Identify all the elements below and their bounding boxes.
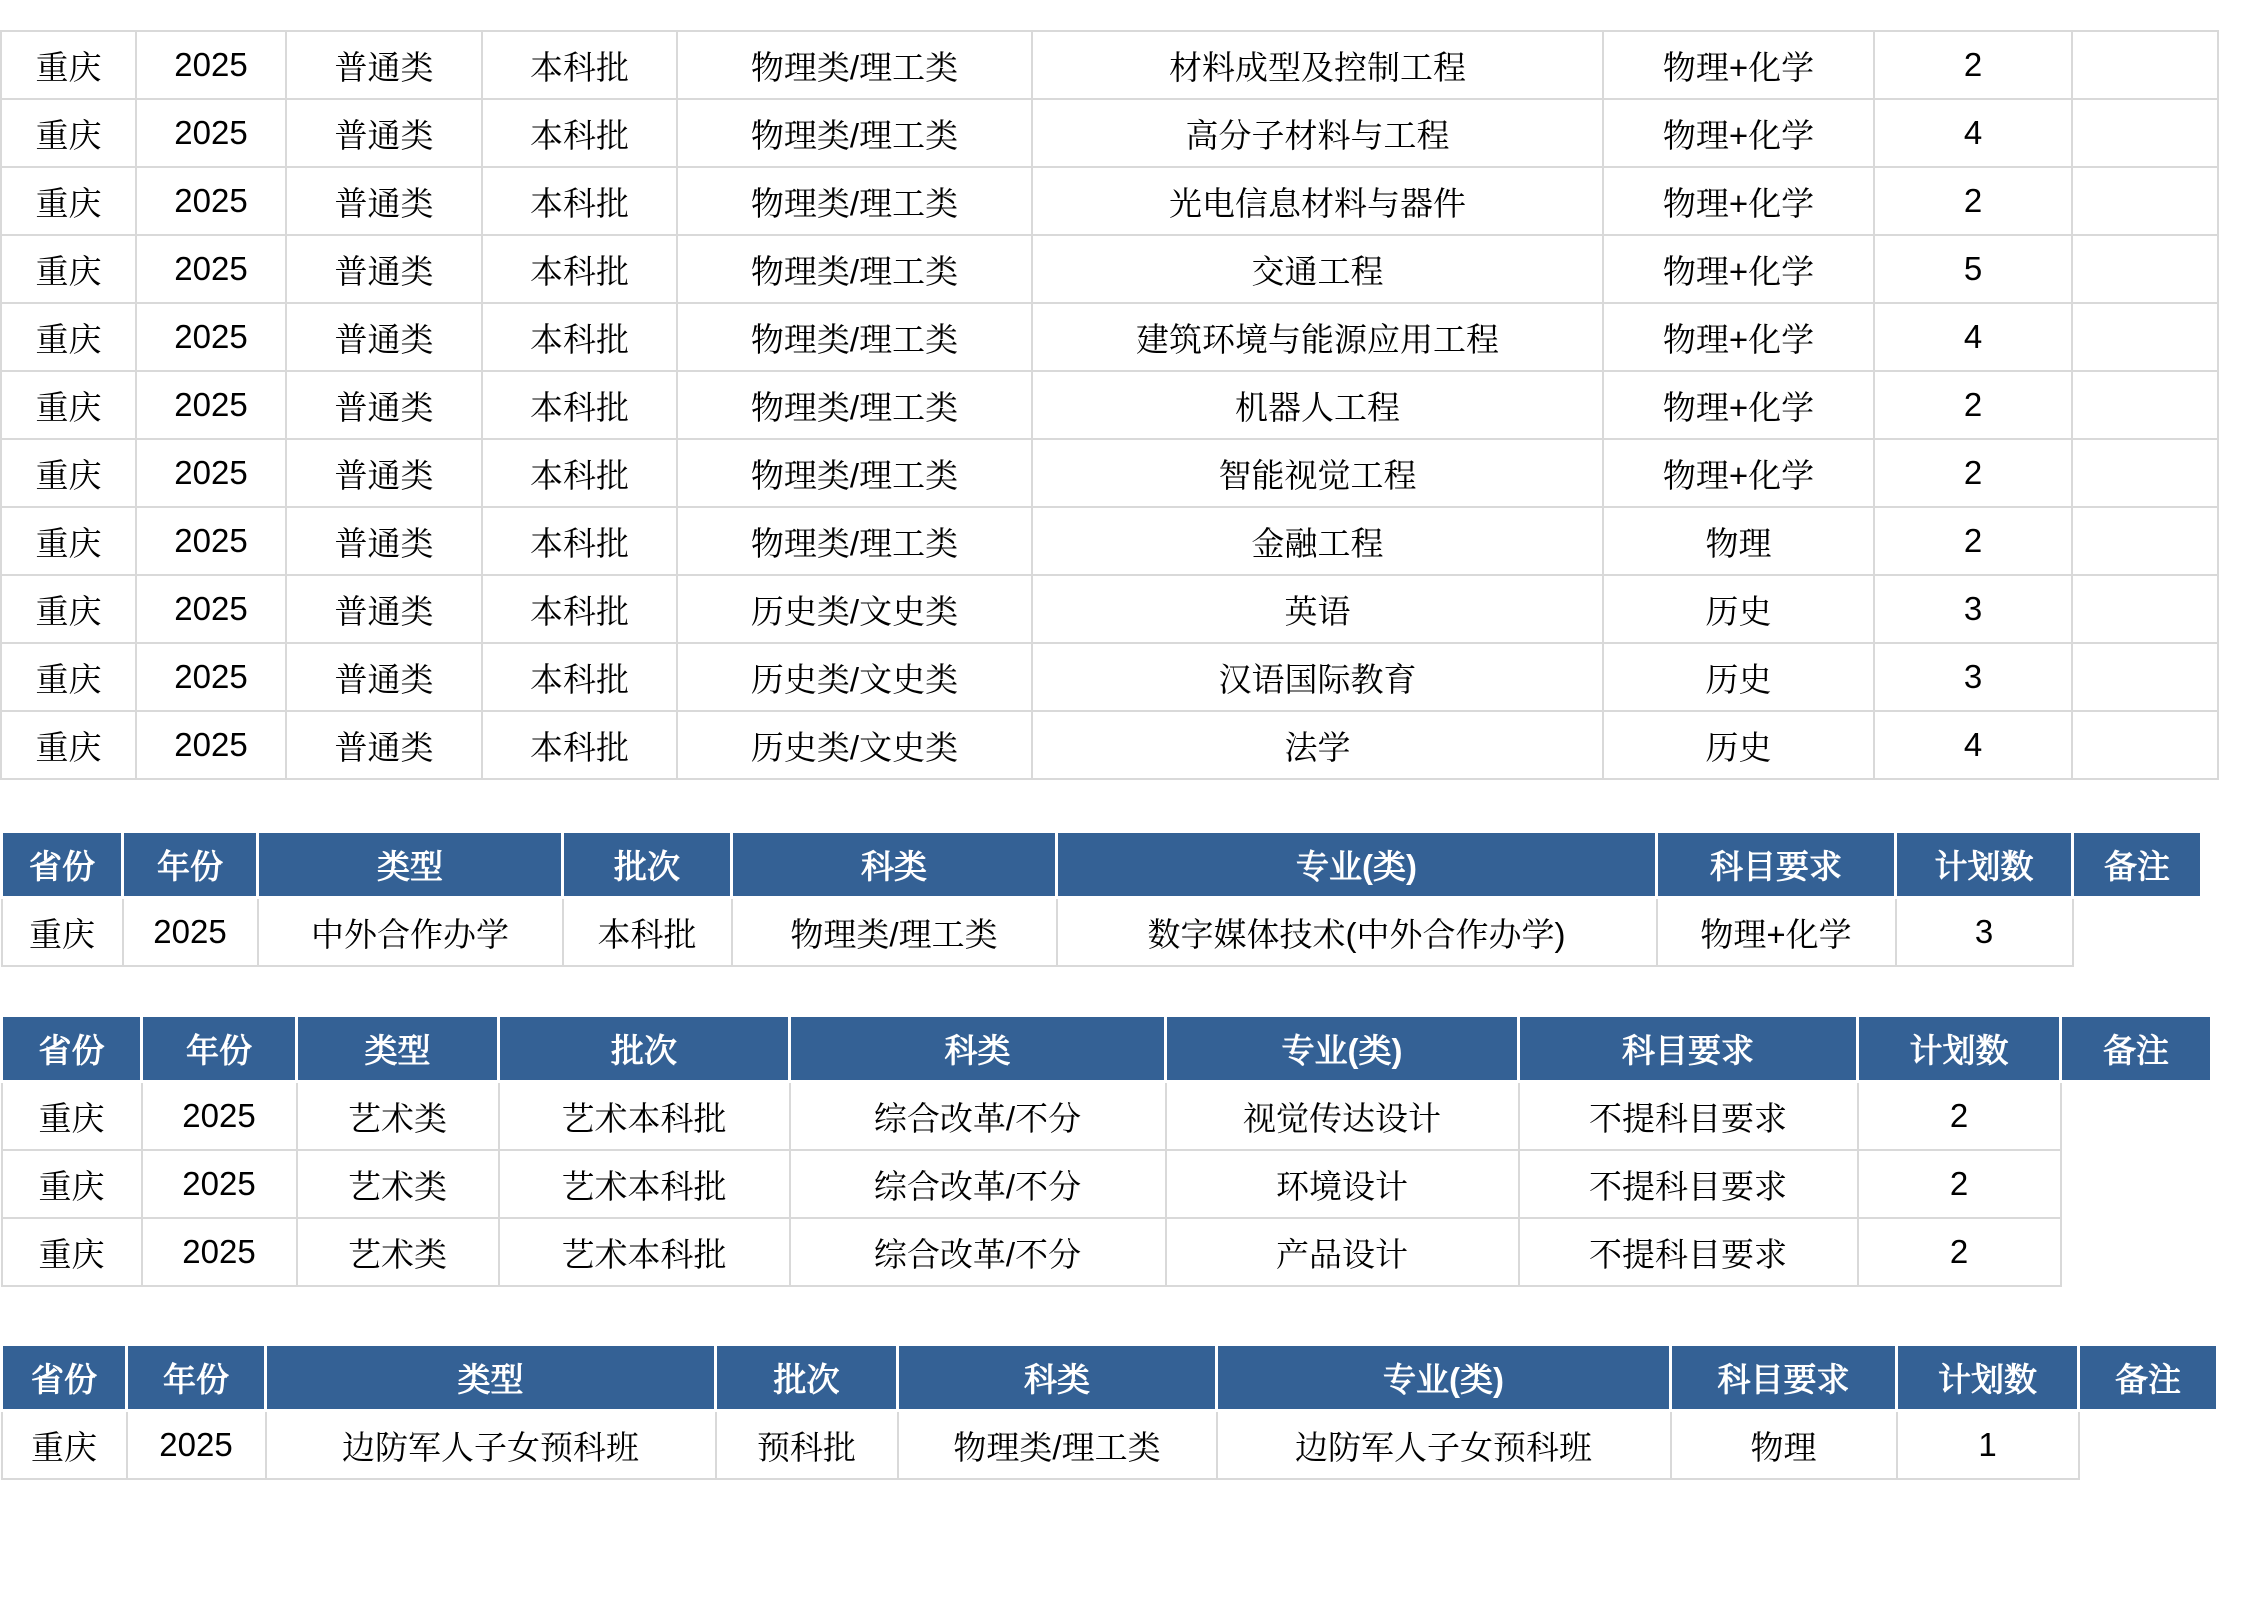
general-admission-table [0,30,2219,780]
cell-plan-count: 2 [1858,1082,2061,1151]
header-batch: 批次 [716,1345,898,1411]
cell-plan-count: 4 [1874,99,2072,167]
cell-remark [2072,31,2218,99]
cell-year: 2025 [142,1218,297,1286]
header-row [2,1016,2212,1082]
cell-type: 中外合作办学 [258,898,563,967]
header-subject-class: 科类 [732,832,1057,898]
cell-type: 边防军人子女预科班 [266,1411,716,1480]
header-batch: 批次 [563,832,732,898]
cell-type: 普通类 [286,31,482,99]
cell-remark [2072,439,2218,507]
cell-subject-class: 物理类/理工类 [677,99,1032,167]
cell-subject-requirement: 物理 [1671,1411,1897,1480]
cell-subject-class: 历史类/文史类 [677,643,1032,711]
cell-subject-class: 物理类/理工类 [732,898,1057,967]
header-province: 省份 [2,1345,127,1411]
cell-remark [2061,1218,2212,1286]
cell-subject-class: 物理类/理工类 [677,167,1032,235]
cell-province: 重庆 [1,439,136,507]
cell-subject-class: 物理类/理工类 [677,31,1032,99]
cell-type: 艺术类 [297,1082,499,1151]
header-major: 专业(类) [1057,832,1657,898]
cell-year: 2025 [136,439,286,507]
cell-year: 2025 [136,303,286,371]
cell-year: 2025 [136,31,286,99]
data-row [2,1411,2218,1480]
cell-subject-requirement: 物理+化学 [1603,439,1874,507]
cell-major: 光电信息材料与器件 [1032,167,1603,235]
cell-batch: 本科批 [482,507,677,575]
cell-remark [2072,643,2218,711]
cell-batch: 预科批 [716,1411,898,1480]
data-row [1,99,2218,167]
data-row [1,507,2218,575]
cell-major: 视觉传达设计 [1166,1082,1519,1151]
cell-batch: 本科批 [482,371,677,439]
cell-type: 普通类 [286,235,482,303]
cell-province: 重庆 [1,643,136,711]
cell-major: 智能视觉工程 [1032,439,1603,507]
cell-major: 高分子材料与工程 [1032,99,1603,167]
data-row [2,1218,2212,1286]
data-row [1,167,2218,235]
cell-subject-class: 物理类/理工类 [677,303,1032,371]
cell-subject-class: 物理类/理工类 [677,507,1032,575]
cell-major: 建筑环境与能源应用工程 [1032,303,1603,371]
cell-remark [2072,167,2218,235]
header-year: 年份 [142,1016,297,1082]
header-subject-class: 科类 [790,1016,1166,1082]
header-type: 类型 [266,1345,716,1411]
cell-remark [2072,507,2218,575]
cell-batch: 本科批 [482,439,677,507]
data-row [2,1082,2212,1151]
cell-plan-count: 3 [1896,898,2073,967]
cell-batch: 本科批 [482,711,677,779]
cell-plan-count: 2 [1874,439,2072,507]
cell-subject-requirement: 不提科目要求 [1519,1150,1858,1218]
header-major: 专业(类) [1166,1016,1519,1082]
cell-subject-class: 历史类/文史类 [677,711,1032,779]
cell-batch: 艺术本科批 [499,1150,790,1218]
cell-year: 2025 [136,643,286,711]
cell-province: 重庆 [2,898,123,967]
cell-plan-count: 3 [1874,643,2072,711]
cell-year: 2025 [136,371,286,439]
cell-type: 艺术类 [297,1150,499,1218]
page [0,30,2245,1617]
cell-major: 金融工程 [1032,507,1603,575]
cell-batch: 本科批 [482,643,677,711]
cell-type: 普通类 [286,99,482,167]
cell-remark [2072,575,2218,643]
cell-subject-class: 历史类/文史类 [677,575,1032,643]
cell-subject-requirement: 物理+化学 [1603,99,1874,167]
cell-type: 艺术类 [297,1218,499,1286]
cell-year: 2025 [136,167,286,235]
border-guard-children-preparatory-table [0,1343,2219,1480]
data-row [1,31,2218,99]
cell-subject-requirement: 物理+化学 [1603,235,1874,303]
header-subject-requirement: 科目要求 [1671,1345,1897,1411]
cell-major: 材料成型及控制工程 [1032,31,1603,99]
cell-province: 重庆 [1,711,136,779]
data-row [1,575,2218,643]
cell-subject-requirement: 历史 [1603,643,1874,711]
cell-province: 重庆 [1,99,136,167]
cell-remark [2079,1411,2218,1480]
cell-province: 重庆 [2,1218,142,1286]
cell-year: 2025 [136,575,286,643]
data-row [1,711,2218,779]
data-row [2,1150,2212,1218]
cell-plan-count: 2 [1874,31,2072,99]
cell-major: 英语 [1032,575,1603,643]
cell-subject-requirement: 不提科目要求 [1519,1082,1858,1151]
cell-major: 交通工程 [1032,235,1603,303]
cell-batch: 本科批 [482,99,677,167]
cell-year: 2025 [136,235,286,303]
cell-subject-class: 物理类/理工类 [677,235,1032,303]
cell-type: 普通类 [286,371,482,439]
data-row [1,371,2218,439]
cell-province: 重庆 [1,167,136,235]
cell-province: 重庆 [1,235,136,303]
cell-plan-count: 3 [1874,575,2072,643]
tables-container [0,30,2245,1480]
cell-major: 机器人工程 [1032,371,1603,439]
sino-foreign-cooperation-table [0,830,2203,967]
header-plan-count: 计划数 [1896,832,2073,898]
cell-subject-requirement: 历史 [1603,575,1874,643]
cell-remark [2072,303,2218,371]
cell-province: 重庆 [2,1082,142,1151]
header-province: 省份 [2,1016,142,1082]
data-row [2,898,2202,967]
header-subject-requirement: 科目要求 [1657,832,1896,898]
cell-batch: 艺术本科批 [499,1082,790,1151]
header-batch: 批次 [499,1016,790,1082]
header-type: 类型 [297,1016,499,1082]
cell-remark [2072,235,2218,303]
cell-year: 2025 [136,99,286,167]
cell-batch: 本科批 [563,898,732,967]
cell-batch: 本科批 [482,575,677,643]
header-row [2,1345,2218,1411]
cell-plan-count: 1 [1897,1411,2079,1480]
cell-type: 普通类 [286,167,482,235]
cell-major: 环境设计 [1166,1150,1519,1218]
cell-subject-requirement: 物理 [1603,507,1874,575]
cell-remark [2072,371,2218,439]
cell-remark [2072,711,2218,779]
cell-type: 普通类 [286,507,482,575]
header-subject-requirement: 科目要求 [1519,1016,1858,1082]
cell-province: 重庆 [1,575,136,643]
cell-major: 法学 [1032,711,1603,779]
cell-subject-requirement: 物理+化学 [1603,167,1874,235]
cell-batch: 本科批 [482,167,677,235]
cell-type: 普通类 [286,303,482,371]
header-type: 类型 [258,832,563,898]
cell-subject-requirement: 物理+化学 [1603,371,1874,439]
header-remark: 备注 [2079,1345,2218,1411]
header-row [2,832,2202,898]
header-subject-class: 科类 [898,1345,1217,1411]
cell-type: 普通类 [286,575,482,643]
header-plan-count: 计划数 [1897,1345,2079,1411]
cell-major: 汉语国际教育 [1032,643,1603,711]
data-row [1,643,2218,711]
cell-subject-class: 物理类/理工类 [677,371,1032,439]
cell-plan-count: 5 [1874,235,2072,303]
cell-plan-count: 2 [1874,167,2072,235]
cell-plan-count: 2 [1874,371,2072,439]
cell-year: 2025 [127,1411,266,1480]
cell-province: 重庆 [1,31,136,99]
header-province: 省份 [2,832,123,898]
cell-remark [2073,898,2202,967]
cell-year: 2025 [123,898,258,967]
cell-remark [2061,1150,2212,1218]
cell-subject-class: 物理类/理工类 [677,439,1032,507]
cell-major: 数字媒体技术(中外合作办学) [1057,898,1657,967]
cell-type: 普通类 [286,439,482,507]
data-row [1,303,2218,371]
cell-type: 普通类 [286,643,482,711]
cell-batch: 艺术本科批 [499,1218,790,1286]
cell-plan-count: 4 [1874,303,2072,371]
cell-major: 边防军人子女预科班 [1217,1411,1671,1480]
cell-subject-class: 综合改革/不分 [790,1150,1166,1218]
cell-plan-count: 2 [1874,507,2072,575]
cell-year: 2025 [136,711,286,779]
cell-remark [2061,1082,2212,1151]
cell-plan-count: 2 [1858,1150,2061,1218]
cell-subject-class: 综合改革/不分 [790,1218,1166,1286]
cell-subject-class: 综合改革/不分 [790,1082,1166,1151]
cell-province: 重庆 [2,1150,142,1218]
cell-batch: 本科批 [482,303,677,371]
cell-batch: 本科批 [482,235,677,303]
header-year: 年份 [127,1345,266,1411]
cell-plan-count: 2 [1858,1218,2061,1286]
cell-subject-requirement: 物理+化学 [1657,898,1896,967]
cell-subject-requirement: 不提科目要求 [1519,1218,1858,1286]
cell-province: 重庆 [1,303,136,371]
cell-type: 普通类 [286,711,482,779]
cell-batch: 本科批 [482,31,677,99]
cell-major: 产品设计 [1166,1218,1519,1286]
cell-province: 重庆 [1,371,136,439]
cell-remark [2072,99,2218,167]
header-remark: 备注 [2073,832,2202,898]
cell-subject-requirement: 历史 [1603,711,1874,779]
header-plan-count: 计划数 [1858,1016,2061,1082]
header-major: 专业(类) [1217,1345,1671,1411]
cell-province: 重庆 [2,1411,127,1480]
header-remark: 备注 [2061,1016,2212,1082]
cell-subject-requirement: 物理+化学 [1603,303,1874,371]
data-row [1,235,2218,303]
cell-plan-count: 4 [1874,711,2072,779]
cell-subject-class: 物理类/理工类 [898,1411,1217,1480]
cell-year: 2025 [142,1082,297,1151]
header-year: 年份 [123,832,258,898]
cell-subject-requirement: 物理+化学 [1603,31,1874,99]
cell-year: 2025 [142,1150,297,1218]
cell-province: 重庆 [1,507,136,575]
art-admission-table [0,1014,2213,1287]
data-row [1,439,2218,507]
cell-year: 2025 [136,507,286,575]
